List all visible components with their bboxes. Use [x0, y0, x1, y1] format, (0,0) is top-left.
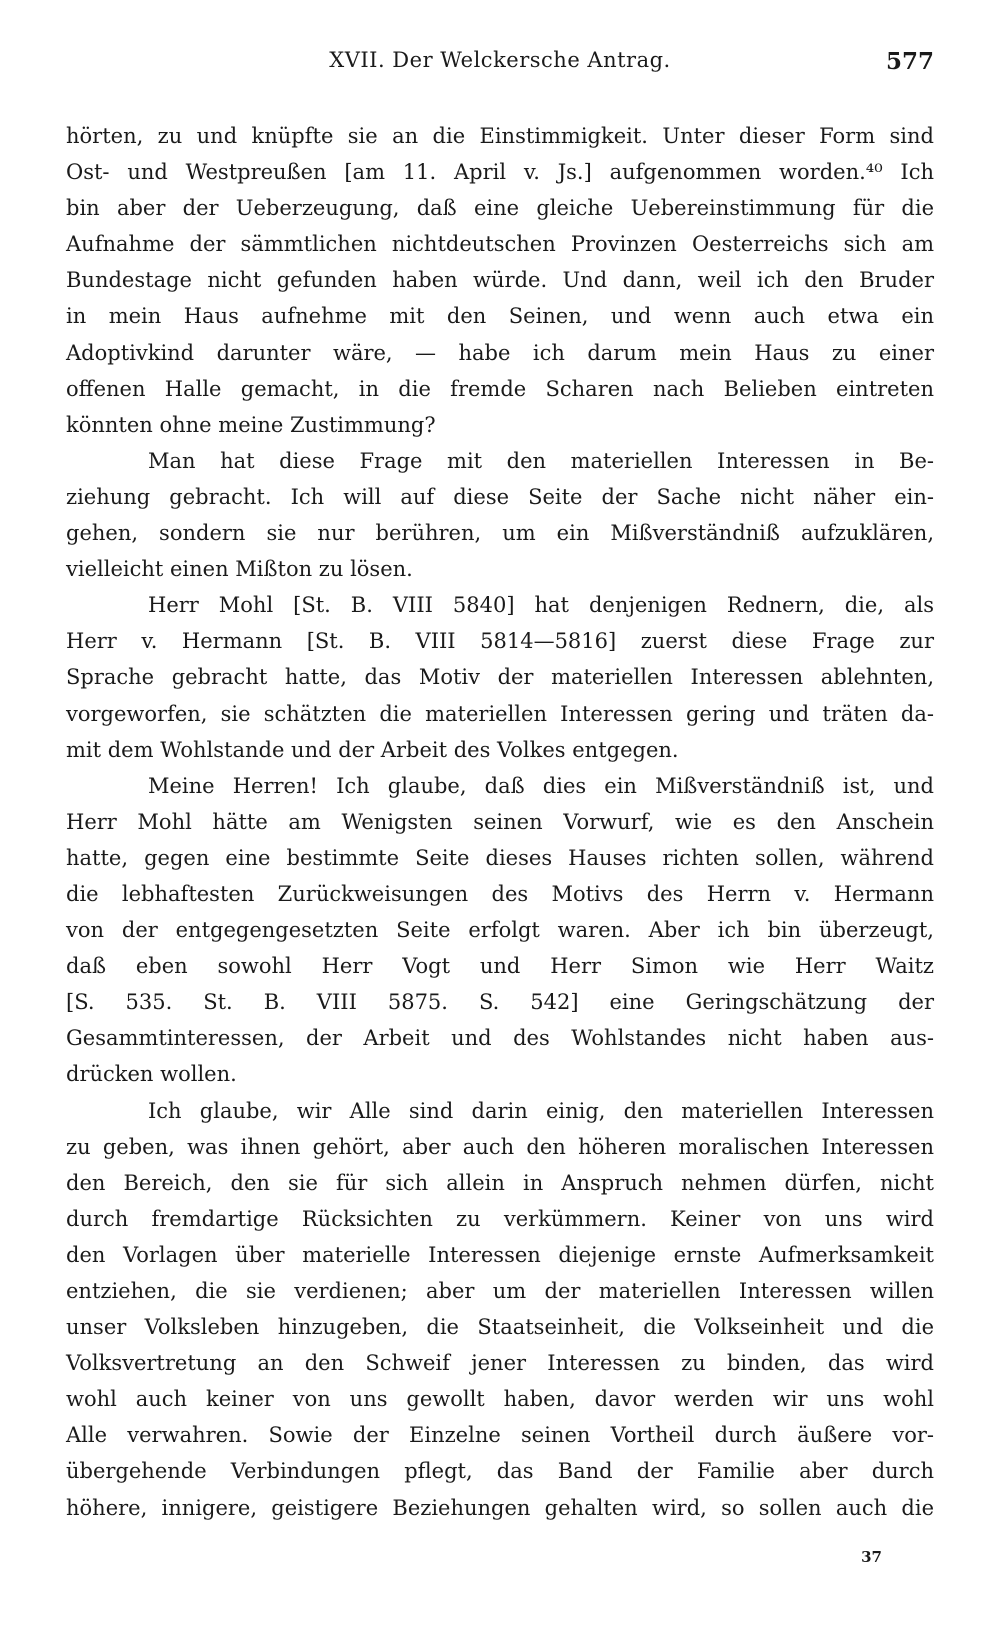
paragraph-first-line: Man hat diese Frage mit den materiellen Interessen in Be- [148, 448, 934, 473]
body-text [66, 118, 934, 1526]
paragraph-first-line: Ich glaube, wir Alle sind darin einig, den materiellen Interessen [148, 1098, 934, 1123]
text-line: mit dem Wohlstande und der Arbeit des Volkes entgegen. [66, 737, 679, 762]
text-line: unser Volksleben hinzugeben, die Staatseinheit, die Volkseinheit und die [66, 1315, 934, 1340]
text-line: offenen Halle gemacht, in die fremde Scharen nach Belieben eintreten [66, 376, 934, 401]
text-line: gehen, sondern sie nur berühren, um ein Mißverständniß aufzuklären, [66, 521, 934, 546]
text-line: entziehen, die sie verdienen; aber um der materiellen Interessen willen [66, 1279, 934, 1303]
text-line: hatte, gegen eine bestimmte Seite dieses Hauses richten sollen, während [66, 845, 934, 870]
text-line: Bundestage nicht gefunden haben würde. Und dann, weil ich den Bruder [66, 268, 934, 293]
text-line: wohl auch keiner von uns gewollt haben, davor werden wir uns wohl [66, 1387, 934, 1412]
text-line: die lebhaftesten Zurückweisungen des Motivs des Herrn v. Hermann [66, 881, 934, 906]
text-line: drücken wollen. [66, 1062, 237, 1087]
text-line: Ost- und Westpreußen [am 11. April v. Js.] aufgenommen worden.⁴⁰ Ich [66, 160, 934, 185]
running-title: XVII. Der Welckersche Antrag. [329, 48, 671, 72]
text-line: in mein Haus aufnehme mit den Seinen, und wenn auch etwa ein [66, 304, 934, 329]
text-line: könnten ohne meine Zustimmung? [66, 412, 436, 437]
text-line: von der entgegengesetzten Seite erfolgt waren. Aber ich bin überzeugt, [66, 918, 934, 943]
text-line: durch fremdartige Rücksichten zu verkümmern. Keiner von uns wird [66, 1206, 934, 1231]
text-line: ziehung gebracht. Ich will auf diese Seite der Sache nicht näher ein- [66, 484, 934, 509]
text-line: vielleicht einen Mißton zu lösen. [66, 557, 413, 582]
text-line: Sprache gebracht hatte, das Motiv der materiellen Interessen ablehnten, [66, 665, 934, 690]
running-head [66, 48, 934, 78]
text-line: Adoptivkind darunter wäre, — habe ich darum mein Haus zu einer [66, 340, 934, 365]
text-line: Volksvertretung an den Schweif jener Interessen zu binden, das wird [66, 1351, 934, 1376]
text-line: Alle verwahren. Sowie der Einzelne seinen Vortheil durch äußere vor- [66, 1423, 934, 1448]
text-line: Aufnahme der sämmtlichen nichtdeutschen Provinzen Oesterreichs sich am [66, 232, 934, 257]
text-line: höhere, innigere, geistigere Beziehungen gehalten wird, so sollen auch die [66, 1495, 934, 1520]
text-line: daß eben sowohl Herr Vogt und Herr Simon wie Herr Waitz [66, 954, 934, 979]
text-line: [S. 535. St. B. VIII 5875. S. 542] eine Geringschätzung der [66, 990, 934, 1015]
text-line: bin aber der Ueberzeugung, daß eine gleiche Uebereinstimmung für die [66, 196, 934, 221]
paragraph-first-line: Meine Herren! Ich glaube, daß dies ein Mißverständniß ist, und [148, 773, 934, 798]
text-line: den Bereich, den sie für sich allein in Anspruch nehmen dürfen, nicht [66, 1170, 934, 1195]
text-line: Gesammtinteressen, der Arbeit und des Wohlstandes nicht haben aus- [66, 1026, 934, 1051]
signature-mark: 37 [861, 1548, 882, 1566]
text-line: zu geben, was ihnen gehört, aber auch den höheren moralischen Interessen [66, 1134, 934, 1159]
text-line: vorgeworfen, sie schätzten die materiellen Interessen gering und träten da- [66, 701, 934, 726]
text-line: Herr v. Hermann [St. B. VIII 5814—5816] zuerst diese Frage zur [66, 629, 934, 654]
paragraph-first-line: Herr Mohl [St. B. VIII 5840] hat denjenigen Rednern, die, als [148, 593, 934, 618]
text-line: den Vorlagen über materielle Interessen diejenige ernste Aufmerksamkeit [66, 1242, 934, 1267]
text-line: hörten, zu und knüpfte sie an die Einstimmigkeit. Unter dieser Form sind [66, 124, 934, 148]
text-line: Herr Mohl hätte am Wenigsten seinen Vorwurf, wie es den Anschein [66, 809, 934, 834]
text-line: übergehende Verbindungen pflegt, das Band der Familie aber durch [66, 1459, 934, 1484]
page-number: 577 [885, 48, 934, 75]
